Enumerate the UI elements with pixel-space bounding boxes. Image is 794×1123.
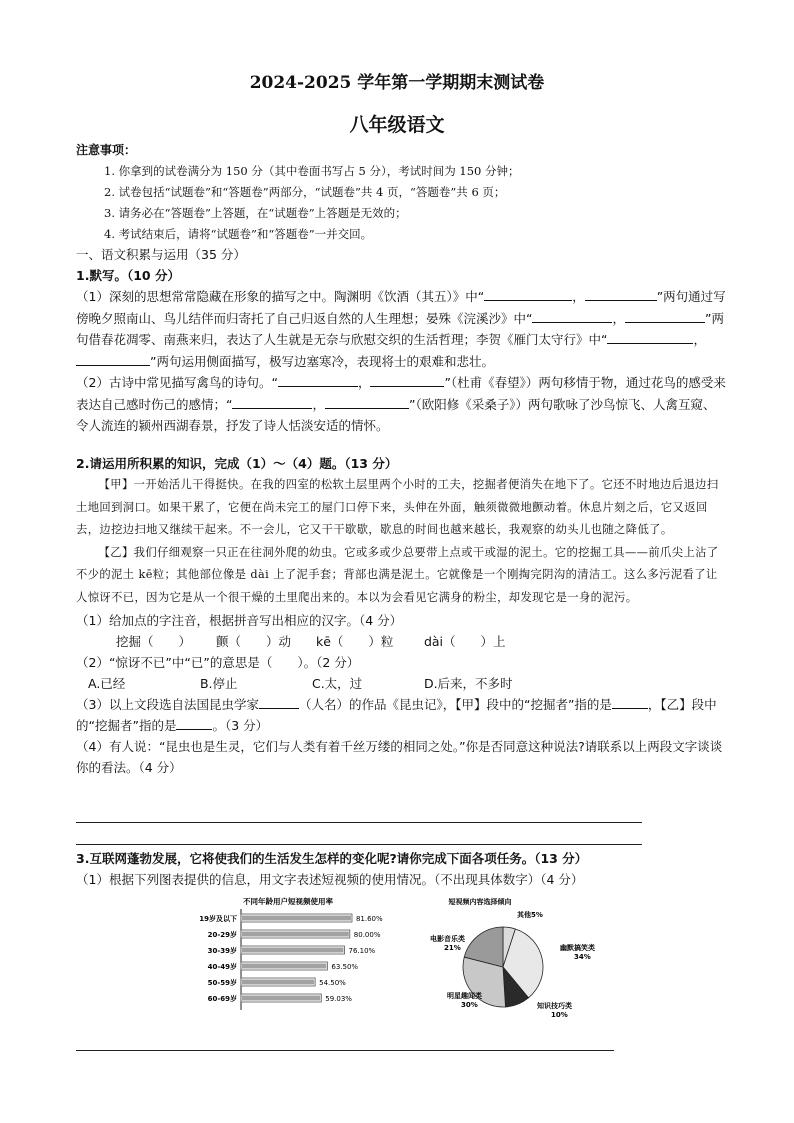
note-item: 4. 考试结束后，请将“试题卷”和“答题卷”一并交回。 — [104, 227, 373, 241]
question-1-part-2 — [76, 372, 726, 437]
charts — [185, 895, 605, 1030]
text: ， — [357, 375, 371, 390]
bar-value-label: 59.03% — [325, 995, 352, 1003]
answer-blank[interactable] — [484, 286, 572, 301]
answer-blank[interactable] — [532, 308, 612, 323]
text: （3）以上文段选自法国昆虫学家 — [76, 696, 259, 712]
answer-blank[interactable] — [232, 394, 312, 409]
answer-line[interactable] — [76, 822, 642, 823]
bar-category-label: 19岁及以下 — [199, 915, 237, 923]
pinyin-item: 挖掘（ ） — [116, 633, 192, 649]
pie-slice-label — [517, 910, 543, 919]
sub-question-4: （4）有人说：“昆虫也是生灵，它们与人类有着千丝万缕的相同之处。”你是否同意这种说法?请联系以上两段文字谈谈你的看法。（4 分） — [76, 738, 723, 775]
answer-blank[interactable] — [625, 308, 705, 323]
section-heading: 一、语文积累与运用（35 分） — [76, 247, 246, 262]
text: （人名）的作品《昆虫记》，【甲】段中的“挖掘者”指的是 — [298, 696, 612, 712]
answer-blank[interactable] — [325, 394, 409, 409]
pie-slice-label — [560, 943, 595, 961]
option-a[interactable]: A.已经 — [88, 675, 126, 691]
pinyin-item: kē（ ）粒 — [315, 633, 394, 649]
charts-svg — [185, 895, 605, 1030]
bar-fill — [242, 948, 343, 953]
question-1-heading: 1.默写。（10 分） — [76, 268, 180, 283]
notes-section — [76, 140, 726, 245]
answer-blank[interactable] — [612, 694, 648, 709]
pie-label-line: 34% — [574, 953, 591, 961]
answer-blank[interactable] — [176, 715, 212, 730]
pie-slice-label — [537, 1001, 572, 1019]
pie-label-line: 其他5% — [517, 911, 543, 919]
answer-blank[interactable] — [585, 286, 657, 301]
text: ”（欧阳修《采桑子》）两句歌咏了沙鸟惊飞、人禽互窥、令人流连的颍州西湖春景，抒发了诗人恬淡安适的情怀。 — [76, 396, 716, 433]
pie-label-line: 幽默搞笑类 — [560, 944, 595, 952]
pie-chart-title: 短视频内容选择倾向 — [448, 898, 512, 906]
pinyin-item: 颤（ ）动 — [215, 633, 291, 649]
option-d[interactable]: D.后来，不多时 — [423, 675, 513, 691]
pie-label-line: 知识技巧类 — [537, 1002, 572, 1010]
notes-heading: 注意事项： — [76, 143, 137, 157]
sub-question-2: （2）“惊讶不已”中“已”的意思是（ ）。（2 分） — [76, 654, 360, 670]
subject-title: 八年级语文 — [349, 114, 445, 136]
text: ”两句借春花凋零、南燕来归，表达了人生就是无奈与欣慰交织的生活哲理；李贺《雁门太守行》中“ — [76, 310, 724, 347]
option-c[interactable]: C.太，过 — [311, 675, 363, 691]
bar-value-label: 63.50% — [331, 963, 359, 971]
pie-label-line: 30% — [461, 1001, 478, 1009]
bar-fill — [242, 916, 351, 921]
pie-label-line: 明星趣闻类 — [447, 992, 482, 1000]
text: ， — [312, 396, 325, 412]
bar-chart-title: 不同年龄用户短视频使用率 — [243, 897, 333, 906]
pinyin-item: dài（ ）上 — [423, 633, 506, 649]
text: ， — [612, 310, 625, 326]
choice-options — [76, 673, 726, 694]
bar-value-label: 54.50% — [319, 979, 346, 987]
answer-blank[interactable] — [76, 351, 150, 366]
text: 。（3 分） — [212, 717, 269, 733]
pie-slice-label — [447, 991, 482, 1009]
exam-title: 2024-2025 学年第一学期期末测试卷 — [249, 73, 545, 93]
note-item: 1. 你拿到的试卷满分为 150 分（其中卷面书写占 5 分），考试时间为 150 分钟； — [104, 164, 520, 178]
pinyin-items — [76, 631, 726, 652]
sub-question-3-1: （1）根据下列图表提供的信息，用文字表述短视频的使用情况。（不出现具体数字）（4 分） — [76, 872, 584, 887]
question-1-part-1 — [76, 286, 726, 372]
note-item: 3. 请务必在“答题卷”上答题，在“试题卷”上答题是无效的； — [104, 206, 407, 220]
text: （2）古诗中常见描写禽鸟的诗句。“ — [76, 375, 278, 390]
bar-category-label: 40-49岁 — [207, 963, 237, 971]
text: （1）深刻的思想常常隐藏在形象的描写之中。陶渊明《饮酒（其五）》中“ — [76, 289, 485, 304]
answer-line[interactable] — [76, 844, 642, 845]
bar-fill — [242, 964, 326, 969]
bar-fill — [242, 980, 314, 985]
passage-yi: 【乙】我们仔细观察一只正在往洞外爬的幼虫。它或多或少总要带上点或干或湿的泥土。它的挖掘工具——前爪尖上沾了不少的泥土 kē粒；其他部位像是 dài 上了泥手套；背部也满是泥土。它就像是一个刚掏完阴沟的清洁工。这么多污泥看了让人惊讶不已，因为它是从一个很干燥的土里爬出来的。本以为会看见它满身的粉尘，却发现它是一身的泥污。 — [76, 545, 719, 604]
pie-label-line: 10% — [551, 1011, 568, 1019]
text: ， — [572, 289, 585, 304]
answer-blank[interactable] — [370, 372, 444, 387]
question-3 — [76, 848, 726, 890]
bar-category-label: 50-59岁 — [207, 979, 237, 987]
text: ”（杜甫《春望》）两句移情于物，通过花鸟的感受来表达自己感时伤己的感情；“ — [76, 375, 726, 412]
answer-blank[interactable] — [607, 329, 693, 344]
text: ， — [693, 332, 706, 347]
note-item: 2. 试卷包括“试题卷”和“答题卷”两部分，“试题卷”共 4 页，“答题卷”共 6 页； — [104, 185, 506, 199]
answer-line[interactable] — [76, 1050, 614, 1051]
passage-jia: 【甲】一开始活儿干得挺快。在我的四室的松软土层里两个小时的工夫，挖掘者便消失在地下了。它还不时地边后退边扫土地回到洞口。如果干累了，它便在尚未完工的屋门口停下来，头伸在外面，触须微微地颤动着。休息片刻之后，它又返回去，边挖边扫地又继续干起来。不一会儿，它又干干歇歇，歇息的时间也越来越长，我观察的幼头儿也随之降低了。 — [76, 478, 719, 537]
bar-category-label: 60-69岁 — [207, 995, 237, 1003]
question-3-heading: 3.互联网蓬勃发展，它将使我们的生活发生怎样的变化呢?请你完成下面各项任务。（13 分） — [76, 851, 588, 866]
pie-label-line: 21% — [444, 944, 461, 952]
answer-blank[interactable] — [259, 694, 299, 709]
pie-label-line: 电影音乐类 — [430, 935, 465, 943]
sub-question-3 — [76, 694, 726, 736]
bar-fill — [242, 996, 320, 1001]
text: ”两句通过写傍晚夕照南山、鸟儿结伴而归寄托了自己归返自然的人生理想；晏殊《浣溪沙》中“ — [76, 289, 726, 326]
option-b[interactable]: B.停止 — [199, 675, 238, 691]
text: ，【乙】段中的“挖掘者”指的是 — [76, 696, 717, 733]
question-2 — [76, 453, 726, 778]
bar-fill — [242, 932, 349, 937]
bar-category-label: 30-39岁 — [207, 947, 237, 955]
bar-value-label: 81.60% — [355, 915, 383, 923]
pie-slice-label — [430, 934, 465, 952]
bar-value-label: 80.00% — [353, 931, 381, 939]
question-1 — [76, 265, 726, 437]
text: ”两句运用侧面描写，极写边塞寒冷，表现将士的艰难和悲壮。 — [150, 353, 494, 369]
answer-blank[interactable] — [278, 372, 358, 387]
question-2-heading: 2.请运用所积累的知识，完成（1）～（4）题。（13 分） — [76, 456, 398, 471]
bar-value-label: 76.10% — [348, 947, 376, 955]
bar-category-label: 20-29岁 — [207, 931, 237, 939]
sub-question-1: （1）给加点的字注音，根据拼音写出相应的汉字。（4 分） — [76, 612, 403, 628]
